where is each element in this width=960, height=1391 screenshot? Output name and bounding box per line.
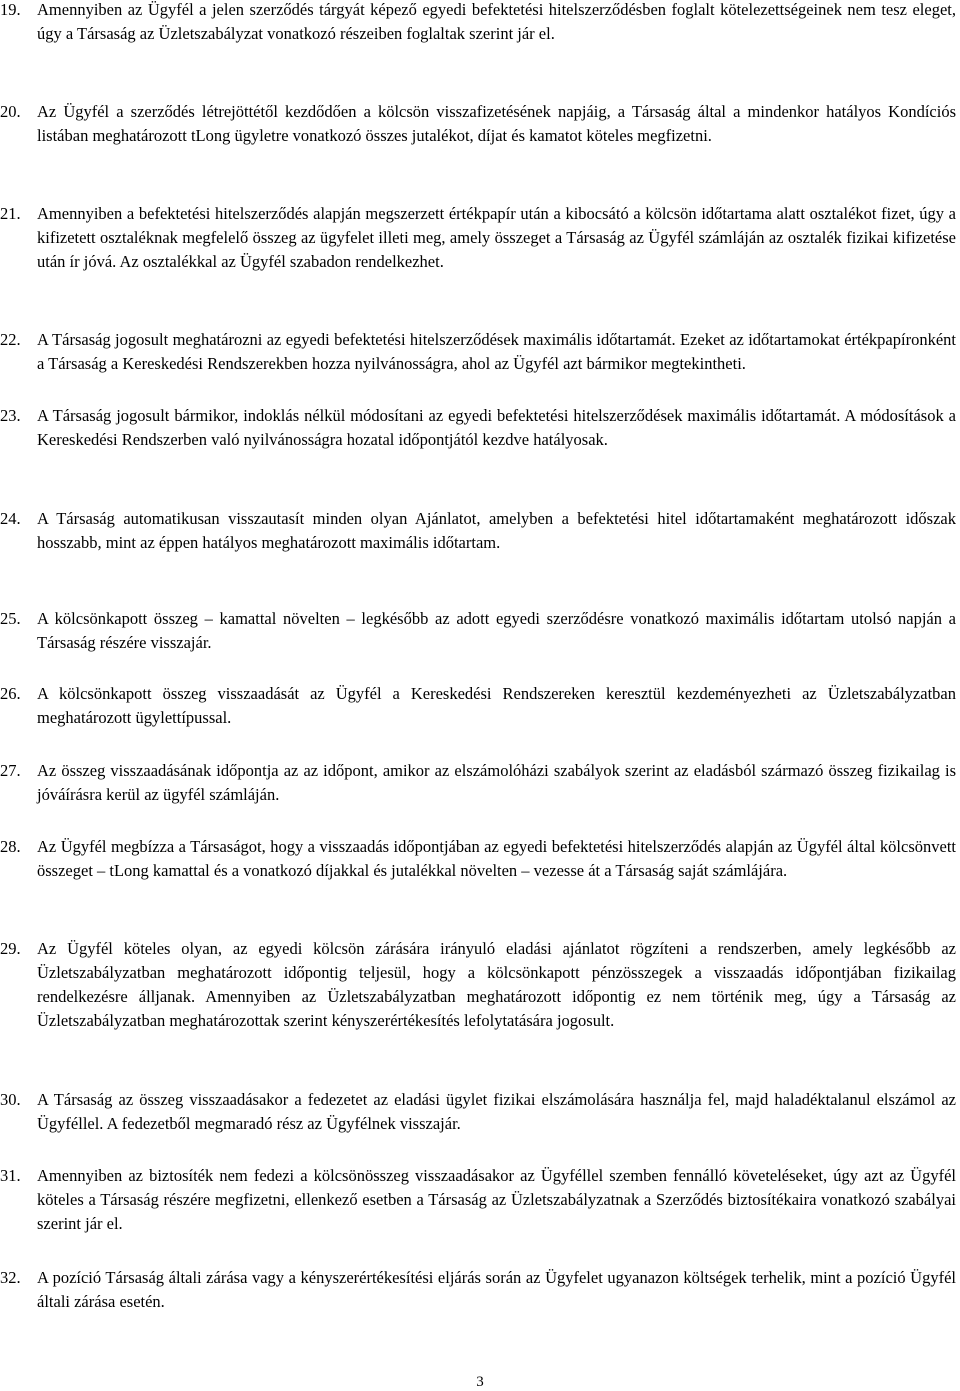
clause-text: Amennyiben a befektetési hitelszerződés alapján megszerzett értékpapír után a kibocsátó a kölcsön időtartama alatt osztalékot fizet, úgy a kifizetett osztaléknak megfelelő összeg az ügyfelet illeti meg, amely összeget a Társaság az Ügyfél számláján az osztalék fizikai kifizetése után ír jóvá. Az osztalékkal az Ügyfél szabadon rendelkezhet. [37,204,956,271]
clause-text: A kölcsönkapott összeg – kamattal növelten – legkésőbb az adott egyedi szerződésre vonatkozó maximális időtartam utolsó napján a Társaság részére visszajár. [37,609,956,652]
clause-number: 23. [0,406,21,425]
clause-text: A Társaság jogosult meghatározni az egyedi befektetési hitelszerződések maximális időtartamát. Ezeket az időtartamokat értékpapíronként a Társaság a Kereskedési Rendszerekben hozza nyilvánosságra, ahol az Ügyfél azt bármikor megtekintheti. [37,330,956,373]
clause-number: 29. [0,939,21,958]
clause-text: Az összeg visszaadásának időpontja az az időpont, amikor az elszámolóházi szabályok szerint az eladásból származó összeg fizikailag is jóváírásra kerül az ügyfél számláján. [37,761,956,804]
clause-number: 24. [0,509,21,528]
clause-number: 30. [0,1090,21,1109]
clause-number: 19. [0,0,21,19]
clause-number: 32. [0,1268,21,1287]
clause-text: Az Ügyfél a szerződés létrejöttétől kezdődően a kölcsön visszafizetésének napjáig, a Társaság által a mindenkor hatályos Kondíciós listában meghatározott tLong ügyletre vonatkozó összes jutalékot, díjat és kamatot köteles megfizetni. [37,102,956,145]
clause-number: 22. [0,330,21,349]
clause-number: 28. [0,837,21,856]
clause-number: 25. [0,609,21,628]
clause-text: Az Ügyfél megbízza a Társaságot, hogy a visszaadás időpontjában az egyedi befektetési hitelszerződés alapján az Ügyfél által kölcsönvett összeget – tLong kamattal és a vonatkozó díjakkal és jutalékkal növelten – vezesse át a Társaság saját számlájára. [37,837,956,880]
clause-text: A Társaság az összeg visszaadásakor a fedezetet az eladási ügylet fizikai elszámolására használja fel, majd haladéktalanul elszámol az Ügyféllel. A fedezetből megmaradó rész az Ügyfélnek visszajár. [37,1090,956,1133]
clause-number: 20. [0,102,21,121]
clause-text: Amennyiben az biztosíték nem fedezi a kölcsönösszeg visszaadásakor az Ügyféllel szemben fennálló követeléseket, úgy azt az Ügyfél köteles a Társaság részére megfizetni, ellenkező esetben a Társaság az Üzletszabályzatnak a Szerződés biztosítékaira vonatkozó szabályai szerint jár el. [37,1166,956,1233]
clause-text: A kölcsönkapott összeg visszaadását az Ügyfél a Kereskedési Rendszereken keresztül kezdeményezheti az Üzletszabályzatban meghatározott ügylettípussal. [37,684,956,727]
clause-text: Az Ügyfél köteles olyan, az egyedi kölcsön zárására irányuló eladási ajánlatot rögzíteni a rendszerben, amely legkésőbb az Üzletszabályzatban meghatározott időpontig teljesül, hogy a kölcsönkapott pénzösszegek a visszaadás időpontjában fizikailag rendelkezésre álljanak. Amennyiben az Üzletszabályzatban meghatározott időpontig ez nem történik meg, úgy a Társaság az Üzletszabályzatban meghatározottak szerint kényszerértékesítés lefolytatására jogosult. [37,939,956,1030]
clause-number: 21. [0,204,21,223]
clause-number: 26. [0,684,21,703]
clause-text: A pozíció Társaság általi zárása vagy a kényszerértékesítési eljárás során az Ügyfelet ugyanazon költségek terhelik, mint a pozíció Ügyfél általi zárása esetén. [37,1268,956,1311]
clause-text: Amennyiben az Ügyfél a jelen szerződés tárgyát képező egyedi befektetési hitelszerződésben foglalt kötelezettségeinek nem tesz eleget, úgy a Társaság az Üzletszabályzat vonatkozó részeiben foglaltak szerint jár el. [37,0,956,43]
clause-number: 27. [0,761,21,780]
page-number: 3 [476,1374,484,1390]
clause-number: 31. [0,1166,21,1185]
clause-text: A Társaság jogosult bármikor, indoklás nélkül módosítani az egyedi befektetési hitelszerződések maximális időtartamát. A módosítások a Kereskedési Rendszerben való nyilvánosságra hozatal időpontjától kezdve hatályosak. [37,406,956,449]
clause-text: A Társaság automatikusan visszautasít minden olyan Ajánlatot, amelyben a befektetési hitel időtartamaként meghatározott időszak hosszabb, mint az éppen hatályos meghatározott maximális időtartam. [37,509,956,552]
